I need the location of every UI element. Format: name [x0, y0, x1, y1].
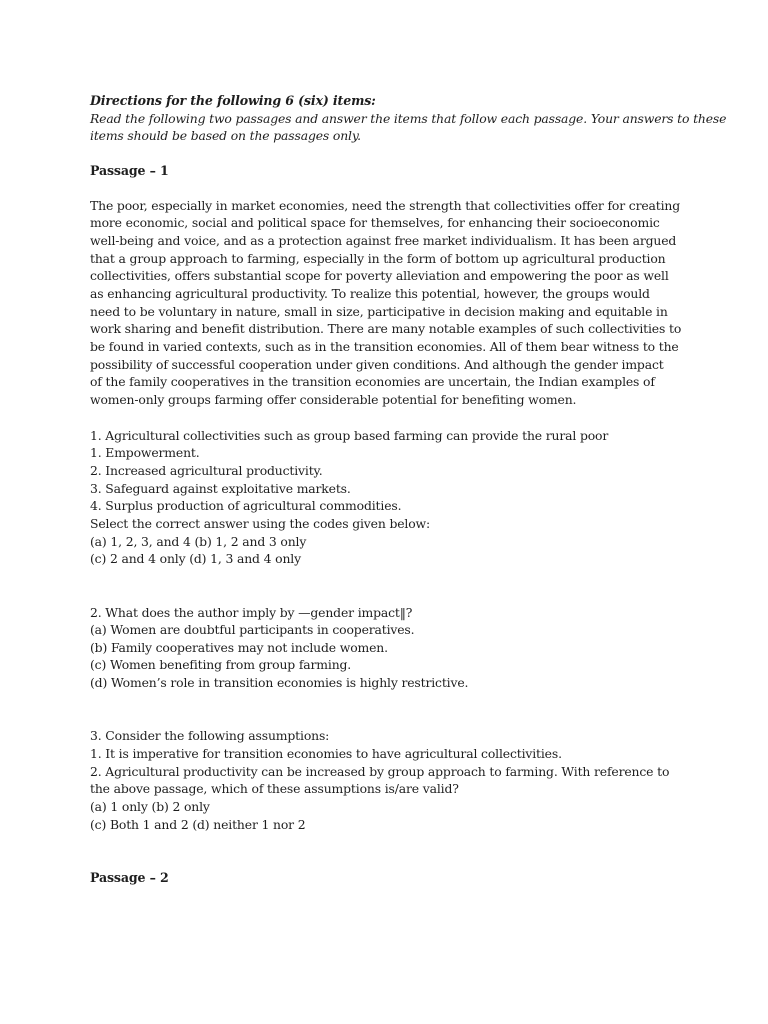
directions-heading: Directions for the following 6 (six) items: [90, 93, 376, 108]
question-3-assumption: the above passage, which of these assumptions is/are valid? [90, 781, 459, 796]
question-2-option: (a) Women are doubtful participants in cooperatives. [90, 622, 415, 637]
question-3-assumption: 2. Agricultural productivity can be increased by group approach to farming. With reference to [90, 764, 670, 779]
question-2-option: (c) Women benefiting from group farming. [90, 657, 352, 672]
passage-1-line: The poor, especially in market economies, need the strength that collectivities offer for creating [90, 198, 681, 213]
passage-1-line: women-only groups farming offer considerable potential for benefiting women. [90, 392, 577, 407]
question-3-codes: (c) Both 1 and 2 (d) neither 1 nor 2 [90, 817, 306, 832]
passage-1-line: need to be voluntary in nature, small in size, participative in decision making and equitable in [90, 304, 668, 319]
question-3-codes: (a) 1 only (b) 2 only [90, 799, 210, 814]
question-1-option: 3. Safeguard against exploitative markets. [90, 481, 351, 496]
passage-1-line: as enhancing agricultural productivity. To realize this potential, however, the groups would [90, 286, 650, 301]
passage-1-line: of the family cooperatives in the transition economies are uncertain, the Indian examples of [90, 374, 655, 389]
question-2-stem: 2. What does the author imply by —gender impact‖? [90, 605, 413, 620]
question-1-option: 1. Empowerment. [90, 445, 200, 460]
question-2-option: (b) Family cooperatives may not include women. [90, 640, 388, 655]
passage-1-line: that a group approach to farming, especially in the form of bottom up agricultural production [90, 251, 666, 266]
question-1-option: 4. Surplus production of agricultural commodities. [90, 498, 402, 513]
directions-text-line: items should be based on the passages only. [90, 128, 361, 143]
question-1-codes: (a) 1, 2, 3, and 4 (b) 1, 2 and 3 only [90, 534, 307, 549]
directions-text-line: Read the following two passages and answer the items that follow each passage. Your answers to these [90, 111, 727, 126]
question-3-assumption: 1. It is imperative for transition economies to have agricultural collectivities. [90, 746, 562, 761]
question-3-stem: 3. Consider the following assumptions: [90, 728, 330, 743]
question-1-stem: 1. Agricultural collectivities such as group based farming can provide the rural poor [90, 428, 609, 443]
passage-1-line: be found in varied contexts, such as in the transition economies. All of them bear witness to the [90, 339, 679, 354]
passage-1-line: possibility of successful cooperation under given conditions. And although the gender impact [90, 357, 664, 372]
passage-1-title: Passage – 1 [90, 163, 169, 178]
question-1-option: 2. Increased agricultural productivity. [90, 463, 323, 478]
question-2-option: (d) Women’s role in transition economies is highly restrictive. [90, 675, 469, 690]
passage-1-line: collectivities, offers substantial scope for poverty alleviation and empowering the poor as well [90, 268, 669, 283]
passage-2-title: Passage – 2 [90, 870, 169, 885]
question-1-codes: (c) 2 and 4 only (d) 1, 3 and 4 only [90, 551, 301, 566]
passage-1-line: well-being and voice, and as a protection against free market individualism. It has been argued [90, 233, 677, 248]
passage-1-line: more economic, social and political space for themselves, for enhancing their socioeconomic [90, 215, 660, 230]
question-1-instruction: Select the correct answer using the codes given below: [90, 516, 431, 531]
passage-1-line: work sharing and benefit distribution. There are many notable examples of such collectivities to [90, 321, 682, 336]
